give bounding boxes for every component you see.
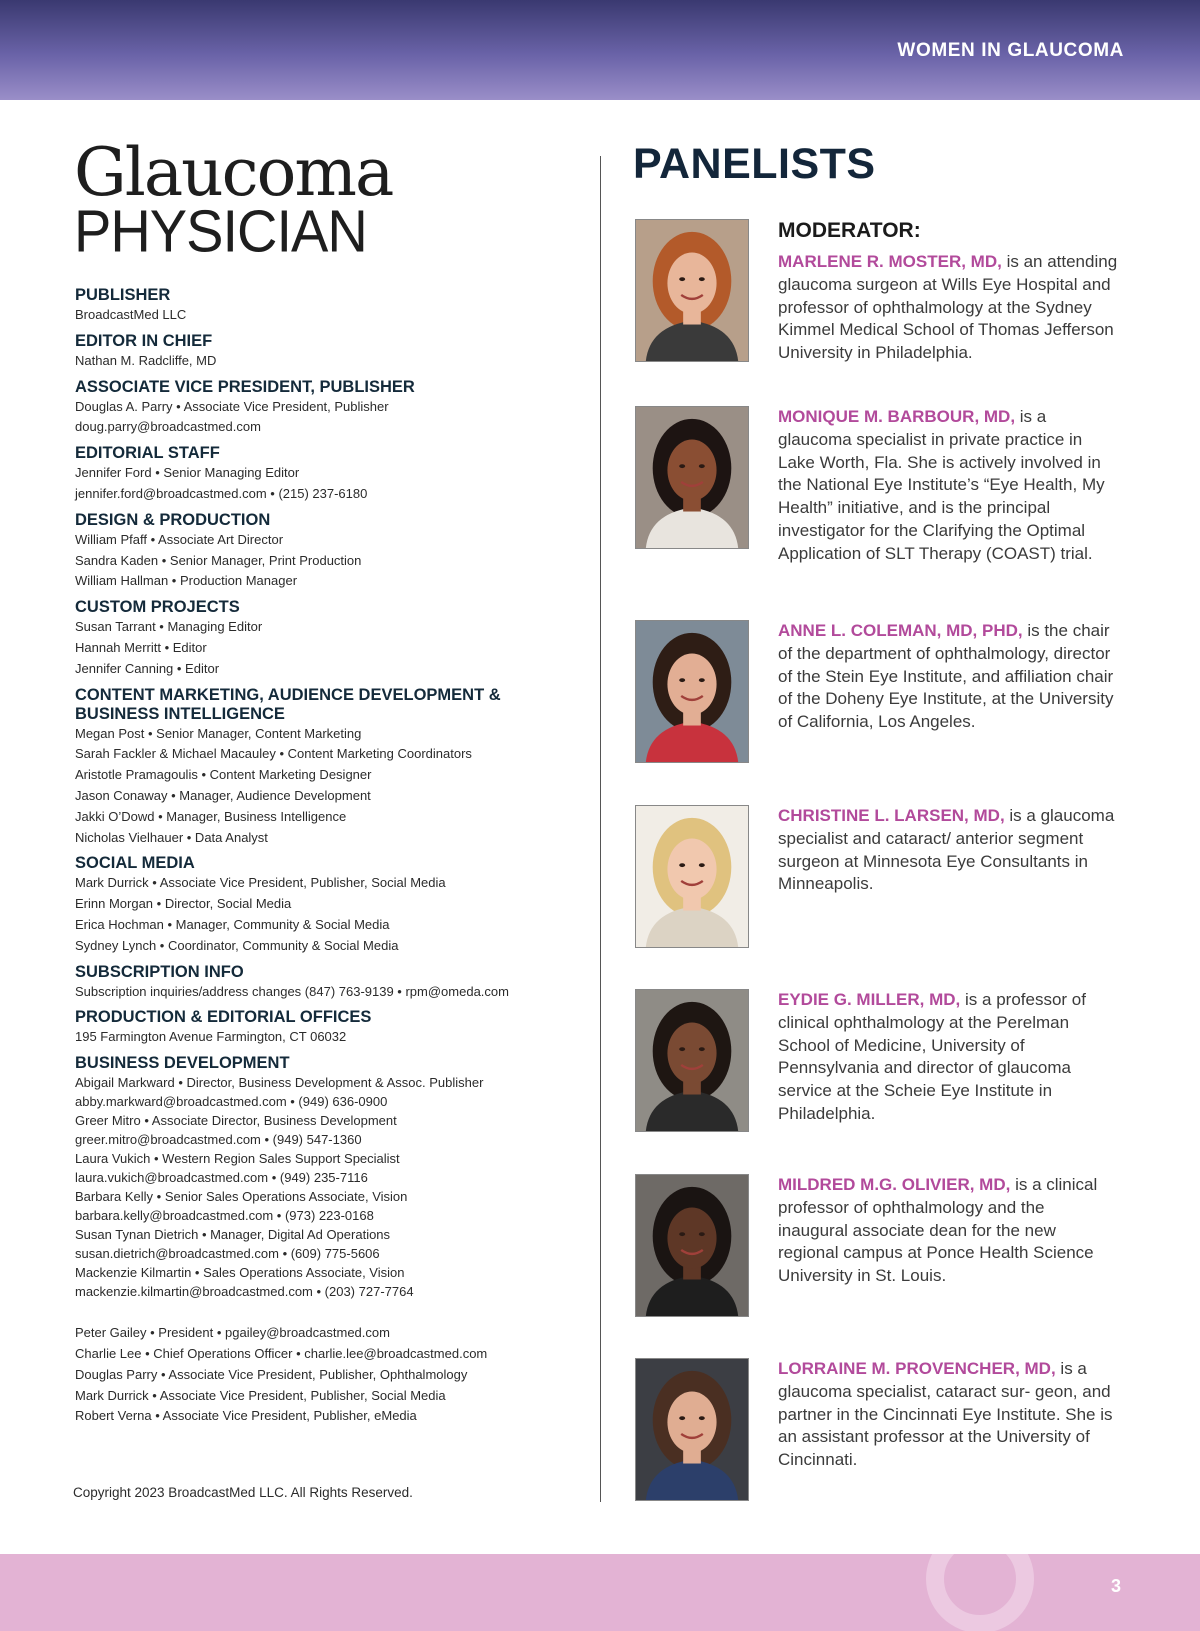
logo-line-2: PHYSICIAN [74, 197, 367, 265]
section-line: Megan Post • Senior Manager, Content Marketing [75, 725, 362, 741]
panelist-name: MONIQUE M. BARBOUR, MD, [778, 407, 1016, 426]
section-heading: EDITOR IN CHIEF [75, 331, 213, 350]
section-line: Nathan M. Radcliffe, MD [75, 352, 217, 368]
header-band [0, 0, 1200, 100]
panelist-entry [635, 989, 1115, 1139]
officer-line: Mark Durrick • Associate Vice President, Publisher, Social Media [75, 1387, 446, 1403]
section-heading: BUSINESS DEVELOPMENT [75, 1054, 290, 1073]
officer-line: Charlie Lee • Chief Operations Officer • charlie.lee@broadcastmed.com [75, 1345, 488, 1361]
panelist-entry [635, 1358, 1115, 1508]
section-line: Sarah Fackler & Michael Macauley • Content Marketing Coordinators [75, 746, 472, 762]
column-divider [600, 156, 601, 1502]
panelist-name: CHRISTINE L. LARSEN, MD, [778, 806, 1005, 825]
officer-line: Peter Gailey • President • pgailey@broadcastmed.com [75, 1325, 390, 1341]
masthead-section [75, 686, 575, 849]
section-line: Susan Tarrant • Managing Editor [75, 619, 263, 635]
panelist-bio [778, 620, 1118, 734]
section-line: Subscription inquiries/address changes (847) 763-9139 • rpm@omeda.com [75, 983, 509, 999]
section-line: Erica Hochman • Manager, Community & Social Media [75, 916, 390, 932]
logo-line-1: Glaucoma [74, 134, 393, 211]
panelist-photo [635, 406, 749, 549]
panelist-bio-text: is an attending glaucoma surgeon at Wills Eye Hospital and professor of ophthalmology at the Sydney Kimmel Medical School of Thomas Jefferson University in Philadelphia. [778, 252, 1118, 363]
section-line: abby.markward@broadcastmed.com • (949) 636-0900 [75, 1094, 388, 1110]
panelist-name: MILDRED M.G. OLIVIER, MD, [778, 1175, 1011, 1194]
section-line: Erinn Morgan • Director, Social Media [75, 896, 292, 912]
section-line: doug.parry@broadcastmed.com [75, 419, 261, 435]
panelist-photo [635, 1174, 749, 1317]
section-heading: EDITORIAL STAFF [75, 444, 220, 463]
section-line: Nicholas Vielhauer • Data Analyst [75, 829, 268, 845]
section-line: William Hallman • Production Manager [75, 573, 298, 589]
officer-line: Douglas Parry • Associate Vice President, Publisher, Ophthalmology [75, 1366, 468, 1382]
panelist-bio [778, 805, 1118, 896]
section-heading: ASSOCIATE VICE PRESIDENT, PUBLISHER [75, 377, 415, 396]
section-title: WOMEN IN GLAUCOMA [897, 40, 1124, 61]
section-line: Sandra Kaden • Senior Manager, Print Production [75, 552, 362, 568]
panelist-bio-text: is a glaucoma specialist in private practice in Lake Worth, Fla. She is actively involved in the National Eye Institute’s “Eye Health, My Health” initiative, and is the principal investigator for the Clarifying the Optimal Application of SLT Therapy (COAST) trial. [778, 407, 1105, 563]
panelist-bio-text: is the chair of the department of ophthalmology, director of the Stein Eye Institute, and affiliation chair of the Doheny Eye Institute, at the University of California, Los Angeles. [778, 621, 1114, 732]
panelist-photo [635, 1358, 749, 1501]
section-line: BroadcastMed LLC [75, 307, 187, 322]
panelist-bio [778, 1358, 1118, 1472]
section-heading: CUSTOM PROJECTS [75, 598, 240, 617]
section-heading: PUBLISHER [75, 286, 171, 304]
panelist-name: MARLENE R. MOSTER, MD, [778, 252, 1002, 271]
panelist-entry [635, 219, 1118, 369]
masthead-section [75, 1008, 575, 1048]
panelist-name: LORRAINE M. PROVENCHER, MD, [778, 1359, 1056, 1378]
section-line: Douglas A. Parry • Associate Vice President, Publisher [75, 398, 389, 414]
masthead-section [75, 598, 575, 679]
section-line: Jakki O’Dowd • Manager, Business Intelligence [75, 808, 347, 824]
section-line: laura.vukich@broadcastmed.com • (949) 235-7116 [75, 1170, 368, 1186]
footer-band [0, 1554, 1200, 1631]
panelist-photo [635, 219, 749, 362]
panelist-photo [635, 989, 749, 1132]
section-line: Susan Tynan Dietrich • Manager, Digital Ad Operations [75, 1227, 391, 1243]
masthead-section [75, 511, 575, 592]
panelist-bio [778, 406, 1118, 566]
panelists-title: PANELISTS [633, 140, 876, 188]
panelist-photo [635, 805, 749, 948]
female-symbol-icon [900, 1554, 1060, 1631]
section-line: Jason Conaway • Manager, Audience Development [75, 787, 371, 803]
panelist-bio-text: is a professor of clinical ophthalmology at the Perelman School of Medicine, University of Pennsylvania and director of glaucoma service at the Scheie Eye Institute in Philadelphia. [778, 990, 1086, 1123]
panelist-entry [635, 406, 1115, 563]
section-line: Greer Mitro • Associate Director, Business Development [75, 1113, 397, 1129]
panelist-bio [778, 219, 1118, 365]
section-line: Barbara Kelly • Senior Sales Operations Associate, Vision [75, 1189, 408, 1205]
section-line: mackenzie.kilmartin@broadcastmed.com • (203) 727-7764 [75, 1284, 414, 1300]
masthead-section [75, 332, 575, 372]
copyright: Copyright 2023 BroadcastMed LLC. All Rights Reserved. [73, 1485, 413, 1500]
panelist-name: ANNE L. COLEMAN, MD, PHD, [778, 621, 1023, 640]
panelist-bio [778, 989, 1118, 1126]
section-line: susan.dietrich@broadcastmed.com • (609) 775-5606 [75, 1246, 380, 1262]
section-heading: SOCIAL MEDIA [75, 854, 195, 873]
panelist-bio-text: is a glaucoma specialist, cataract sur- geon, and partner in the Cincinnati Eye Institute. She is an assistant professor at the University of Cincinnati. [778, 1359, 1113, 1470]
section-line: greer.mitro@broadcastmed.com • (949) 547-1360 [75, 1132, 362, 1148]
panelist-bio-text: is a glaucoma specialist and cataract/ anterior segment surgeon at Minnesota Eye Consultants in Minneapolis. [778, 806, 1115, 894]
section-line: Jennifer Ford • Senior Managing Editor [75, 465, 300, 481]
panelist-bio [778, 1174, 1118, 1288]
section-line: William Pfaff • Associate Art Director [75, 531, 284, 547]
section-heading: DESIGN & PRODUCTION [75, 510, 271, 529]
section-line: Hannah Merritt • Editor [75, 639, 207, 655]
masthead [75, 282, 575, 1427]
panelist-name: EYDIE G. MILLER, MD, [778, 990, 961, 1009]
panelist-entry [635, 805, 1115, 955]
section-line: Aristotle Pramagoulis • Content Marketing Designer [75, 767, 372, 783]
masthead-section [75, 444, 575, 505]
section-line: Mackenzie Kilmartin • Sales Operations Associate, Vision [75, 1265, 405, 1281]
panelist-entry [635, 620, 1115, 770]
section-line: jennifer.ford@broadcastmed.com • (215) 237-6180 [75, 485, 368, 501]
officer-line: Robert Verna • Associate Vice President, Publisher, eMedia [75, 1408, 417, 1424]
section-line: Mark Durrick • Associate Vice President, Publisher, Social Media [75, 875, 446, 891]
section-heading: PRODUCTION & EDITORIAL OFFICES [75, 1008, 372, 1027]
section-line: Laura Vukich • Western Region Sales Support Specialist [75, 1151, 400, 1167]
section-line: Abigail Markward • Director, Business Development & Assoc. Publisher [75, 1075, 484, 1091]
panelist-entry [635, 1174, 1115, 1324]
masthead-section [75, 963, 575, 1003]
masthead-section [75, 854, 575, 956]
panelist-bio-text: is a clinical professor of ophthalmology and the inaugural associate dean for the new regional campus at Ponce Health Science University in St. Louis. [778, 1175, 1098, 1286]
magazine-logo [74, 134, 393, 265]
section-line: Jennifer Canning • Editor [75, 660, 220, 676]
section-line: barbara.kelly@broadcastmed.com • (973) 223-0168 [75, 1208, 374, 1224]
section-line: Sydney Lynch • Coordinator, Community & Social Media [75, 937, 399, 953]
panelist-photo [635, 620, 749, 763]
masthead-section [75, 1054, 575, 1301]
officers-list [75, 1323, 575, 1427]
page-number: 3 [1110, 1576, 1121, 1596]
section-line: 195 Farmington Avenue Farmington, CT 06032 [75, 1029, 347, 1045]
section-heading: CONTENT MARKETING, AUDIENCE DEVELOPMENT & BUSINESS INTELLIGENCE [75, 685, 501, 723]
section-heading: SUBSCRIPTION INFO [75, 962, 244, 981]
masthead-section [75, 378, 575, 439]
masthead-section [75, 286, 575, 326]
moderator-label: MODERATOR: [778, 219, 921, 242]
